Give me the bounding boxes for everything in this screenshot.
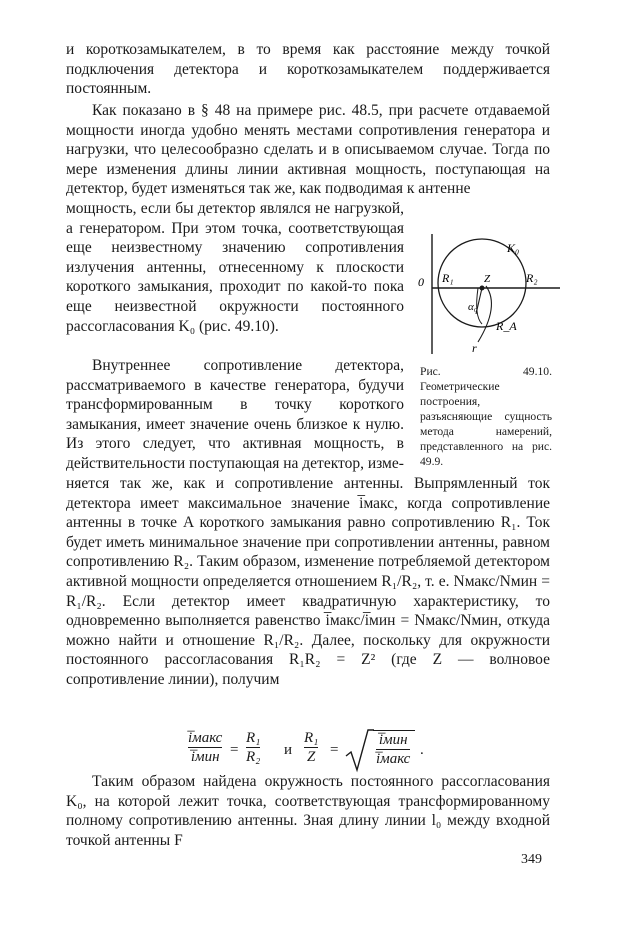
circle-diagram-figure [412,226,562,358]
label-o: 0 [418,275,424,289]
fraction-1-numerator: i̅макс [188,730,223,746]
fraction-root [376,732,410,767]
equals-sign: = [230,742,239,758]
paragraph-3-narrow: Внутреннее сопротивление детектора, рассматриваемого в качестве генератора, будучи трансформированным в точку короткого замыкания, имеет значение очень близкое к нулю. Из этого следует, что активная мощность, в действительности поступающая на детектор, изме- [66,357,404,472]
fraction-2-numerator: R₁ [246,730,261,746]
fraction-r1-r2 [246,730,260,765]
label-r: r [472,341,477,355]
paragraph-final: Таким образом найдена окружность постоянного рассогласования K₀, на которой лежит точка, соответствующая трансформированному полному сопротивлению антенны. Зная длину линии l₀ между входной точкой антенны F [66,773,550,849]
fraction-3-denominator: Z [307,749,316,765]
formula [180,728,450,774]
paragraph-2-narrow: мощность, если бы детектор являлся не нагрузкой, а генератором. При этом точка, соответствующая еще неизвестному значению сопротивления излучения антенны, отнесенному к плоскости короткого замыкания, проходит по какой-то пока еще неизвестной окружности постоянного рассогласования K₀ (рис. 49.10). [66,200,404,335]
fraction-i-max-min [188,730,222,765]
sqrt-overline [373,730,415,731]
figure-caption: Рис. 49.10. Геометрические построения, разъясняющие сущность метода намерений, представленного на рис. 49.9. [420,365,552,468]
label-r2: R₂ [526,271,538,285]
label-k0: K₀ [507,241,520,255]
label-alpha: α₀ [468,301,478,313]
sqrt-sign [344,728,374,774]
fraction-2-denominator: R₂ [246,749,261,765]
label-r1: R₁ [442,271,454,285]
root-denominator: i̅макс [376,751,411,767]
paragraph-3-full: няется так же, как и сопротивление антенны. Выпрямленный ток детектора имеет максимальное значение i̅макс, когда сопротивление антенны в точке A короткого замыкания равно сопротивлению R₁. Ток будет иметь минимальное значение при сопротивлении антенны, равном сопротивлению R₂. Таким образом, изменение потребляемой детектором активной мощности определяется отношением R₁/R₂, т. е. Nмакс/Nмин = R₁/R₂. Если детектор имеет квадратичную характеристику, то одновременно выполняется равенство i̅макс/i̅мин = Nмакс/Nмин, откуда можно найти и отношение R₁/R₂. Далее, поскольку для окружности постоянного рассогласования R₁R₂ = Z² (где Z — волновое сопротивление линии), получим [66,475,550,688]
label-z: Z [484,273,491,285]
and-word: и [284,742,293,758]
equals-sign-2: = [330,742,339,758]
point-z [480,286,485,291]
root-numerator: i̅мин [378,732,408,748]
formula-period: . [420,742,424,758]
page-number: 349 [521,852,542,867]
label-ra: R_A [496,319,517,333]
fraction-1-denominator: i̅мин [190,749,220,765]
fraction-r1-z [304,730,318,765]
fraction-3-numerator: R₁ [304,730,319,746]
paragraph-top: и короткозамыкателем, в то время как расстояние между точкой подключения детектора и короткозамыкателем поддерживается постоянным. [66,41,550,98]
paragraph-2-full: Как показано в § 48 на примере рис. 48.5, при расчете отдаваемой мощности иногда удобно менять местами сопротивления генератора и нагрузки, что целесообразно сделать и в описываемом случае. Тогда по мере изменения длины линии активная мощность, поступающая на детектор, будет изменяться так же, как подводимая к антенне [66,102,550,198]
